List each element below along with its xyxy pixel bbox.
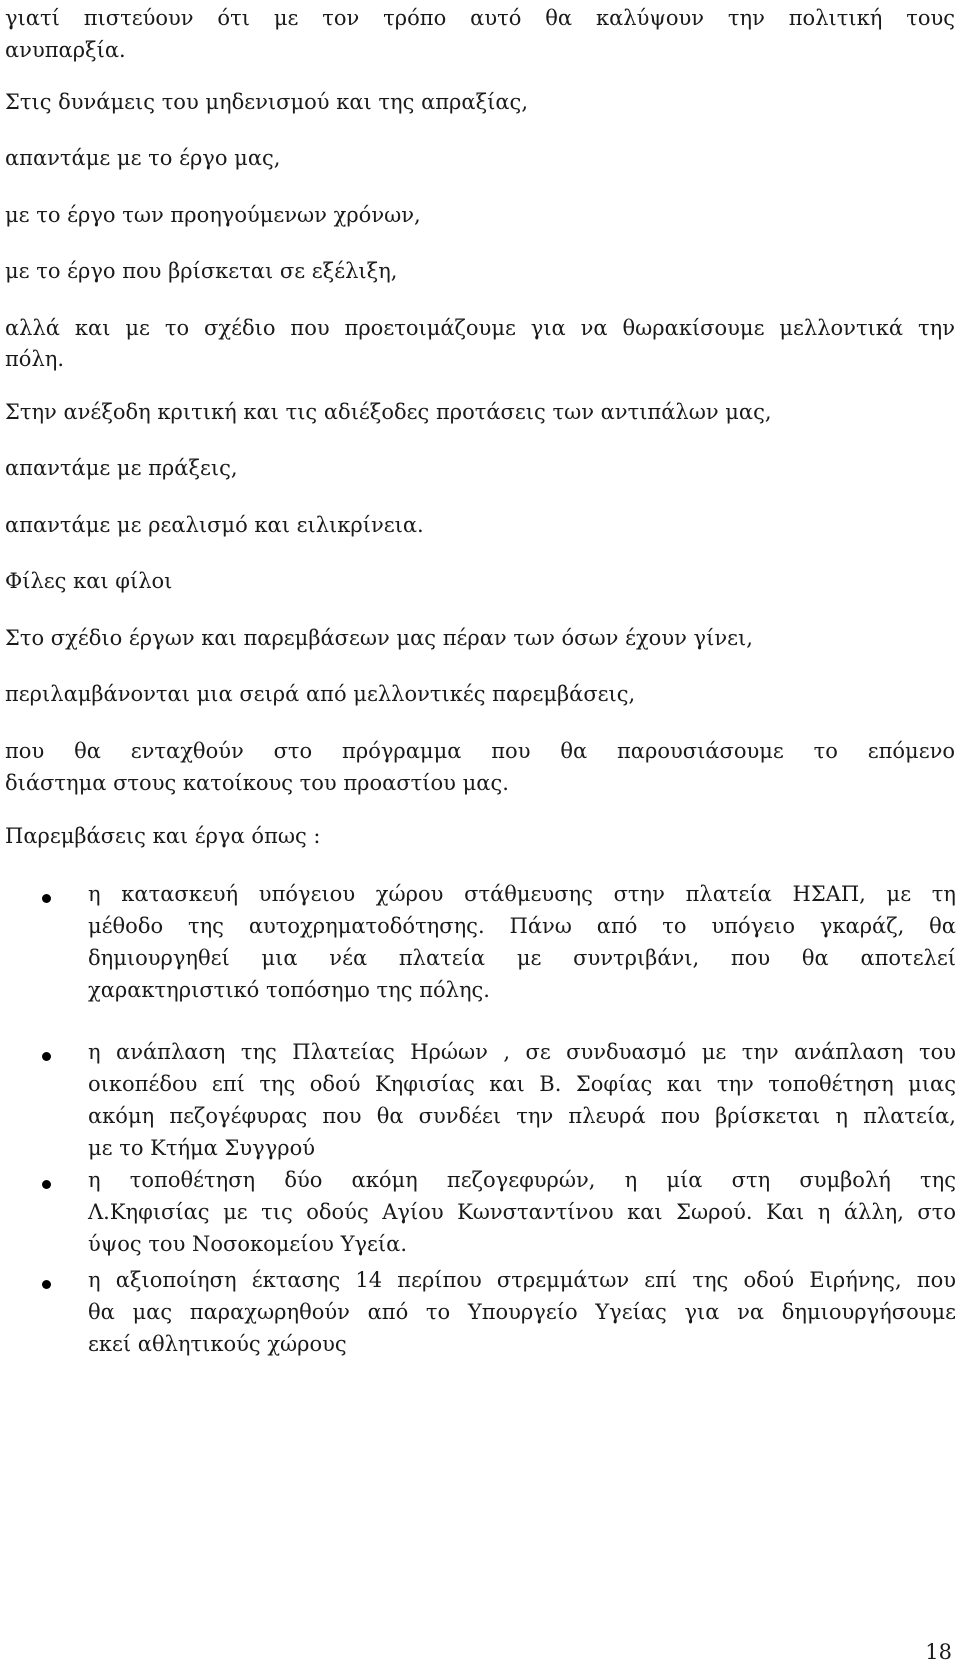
- list-item: [88, 878, 956, 1006]
- list-item: [88, 1164, 956, 1260]
- text-line: πόλη.: [5, 347, 65, 371]
- bullet-icon: [42, 1280, 51, 1289]
- bullet-icon: [42, 894, 51, 903]
- text-line: Στις δυνάμεις του μηδενισμού και της απραξίας,: [5, 90, 528, 114]
- text-line: Στο σχέδιο έργων και παρεμβάσεων μας πέραν των όσων έχουν γίνει,: [5, 626, 753, 650]
- text-line: με το έργο που βρίσκεται σε εξέλιξη,: [5, 259, 398, 283]
- list-item-line: η αξιοποίηση έκτασης 14 περίπου στρεμμάτων επί της οδού Ειρήνης, που: [88, 1268, 956, 1292]
- text-line: ανυπαρξία.: [5, 38, 126, 62]
- bullet-icon: [42, 1180, 51, 1189]
- text-line: διάστημα στους κατοίκους του προαστίου μας.: [5, 771, 509, 795]
- list-item-line: η κατασκευή υπόγειου χώρου στάθμευσης στην πλατεία ΗΣΑΠ, με τη: [88, 882, 956, 906]
- list-item-line: χαρακτηριστικό τοπόσημο της πόλης.: [88, 978, 490, 1002]
- list-item-line: εκεί αθλητικούς χώρους: [88, 1332, 347, 1356]
- text-line: απαντάμε με πράξεις,: [5, 456, 238, 480]
- list-item-line: ακόμη πεζογέφυρας που θα συνδέει την πλευρά που βρίσκεται η πλατεία,: [88, 1104, 956, 1128]
- list-item-line: η ανάπλαση της Πλατείας Ηρώων , σε συνδυασμό με την ανάπλαση του: [88, 1040, 956, 1064]
- list-item: [88, 1036, 956, 1164]
- text-line: αλλά και με το σχέδιο που προετοιμάζουμε για να θωρακίσουμε μελλοντικά την: [5, 316, 955, 340]
- list-item-line: Λ.Κηφισίας με τις οδούς Αγίου Κωνσταντίνου και Σωρού. Και η άλλη, στο: [88, 1200, 956, 1224]
- list-item-line: θα μας παραχωρηθούν από το Υπουργείο Υγείας για να δημιουργήσουμε: [88, 1300, 956, 1324]
- text-line: περιλαμβάνονται μια σειρά από μελλοντικές παρεμβάσεις,: [5, 682, 636, 706]
- list-item-line: δημιουργηθεί μια νέα πλατεία με συντριβάνι, που θα αποτελεί: [88, 946, 956, 970]
- list-item-line: οικοπέδου επί της οδού Κηφισίας και Β. Σοφίας και την τοποθέτηση μιας: [88, 1072, 956, 1096]
- text-line: Στην ανέξοδη κριτική και τις αδιέξοδες προτάσεις των αντιπάλων μας,: [5, 400, 772, 424]
- text-line: απαντάμε με ρεαλισμό και ειλικρίνεια.: [5, 513, 424, 537]
- list-item-line: ύψος του Νοσοκομείου Υγεία.: [88, 1232, 408, 1256]
- list-item-line: η τοποθέτηση δύο ακόμη πεζογεφυρών, η μία στη συμβολή της: [88, 1168, 956, 1192]
- text-line: που θα ενταχθούν στο πρόγραμμα που θα παρουσιάσουμε το επόμενο: [5, 739, 955, 763]
- list-item-line: μέθοδο της αυτοχρηματοδότησης. Πάνω από το υπόγειο γκαράζ, θα: [88, 914, 956, 938]
- text-line: Παρεμβάσεις και έργα όπως :: [5, 824, 321, 848]
- text-line: απαντάμε με το έργο μας,: [5, 146, 281, 170]
- page-number: 18: [925, 1640, 952, 1664]
- text-line: Φίλες και φίλοι: [5, 569, 173, 593]
- list-item-line: με το Κτήμα Συγγρού: [88, 1136, 316, 1160]
- list-item: [88, 1264, 956, 1360]
- text-line: με το έργο των προηγούμενων χρόνων,: [5, 203, 421, 227]
- text-line: γιατί πιστεύουν ότι με τον τρόπο αυτό θα καλύψουν την πολιτική τους: [5, 6, 955, 30]
- bullet-icon: [42, 1052, 51, 1061]
